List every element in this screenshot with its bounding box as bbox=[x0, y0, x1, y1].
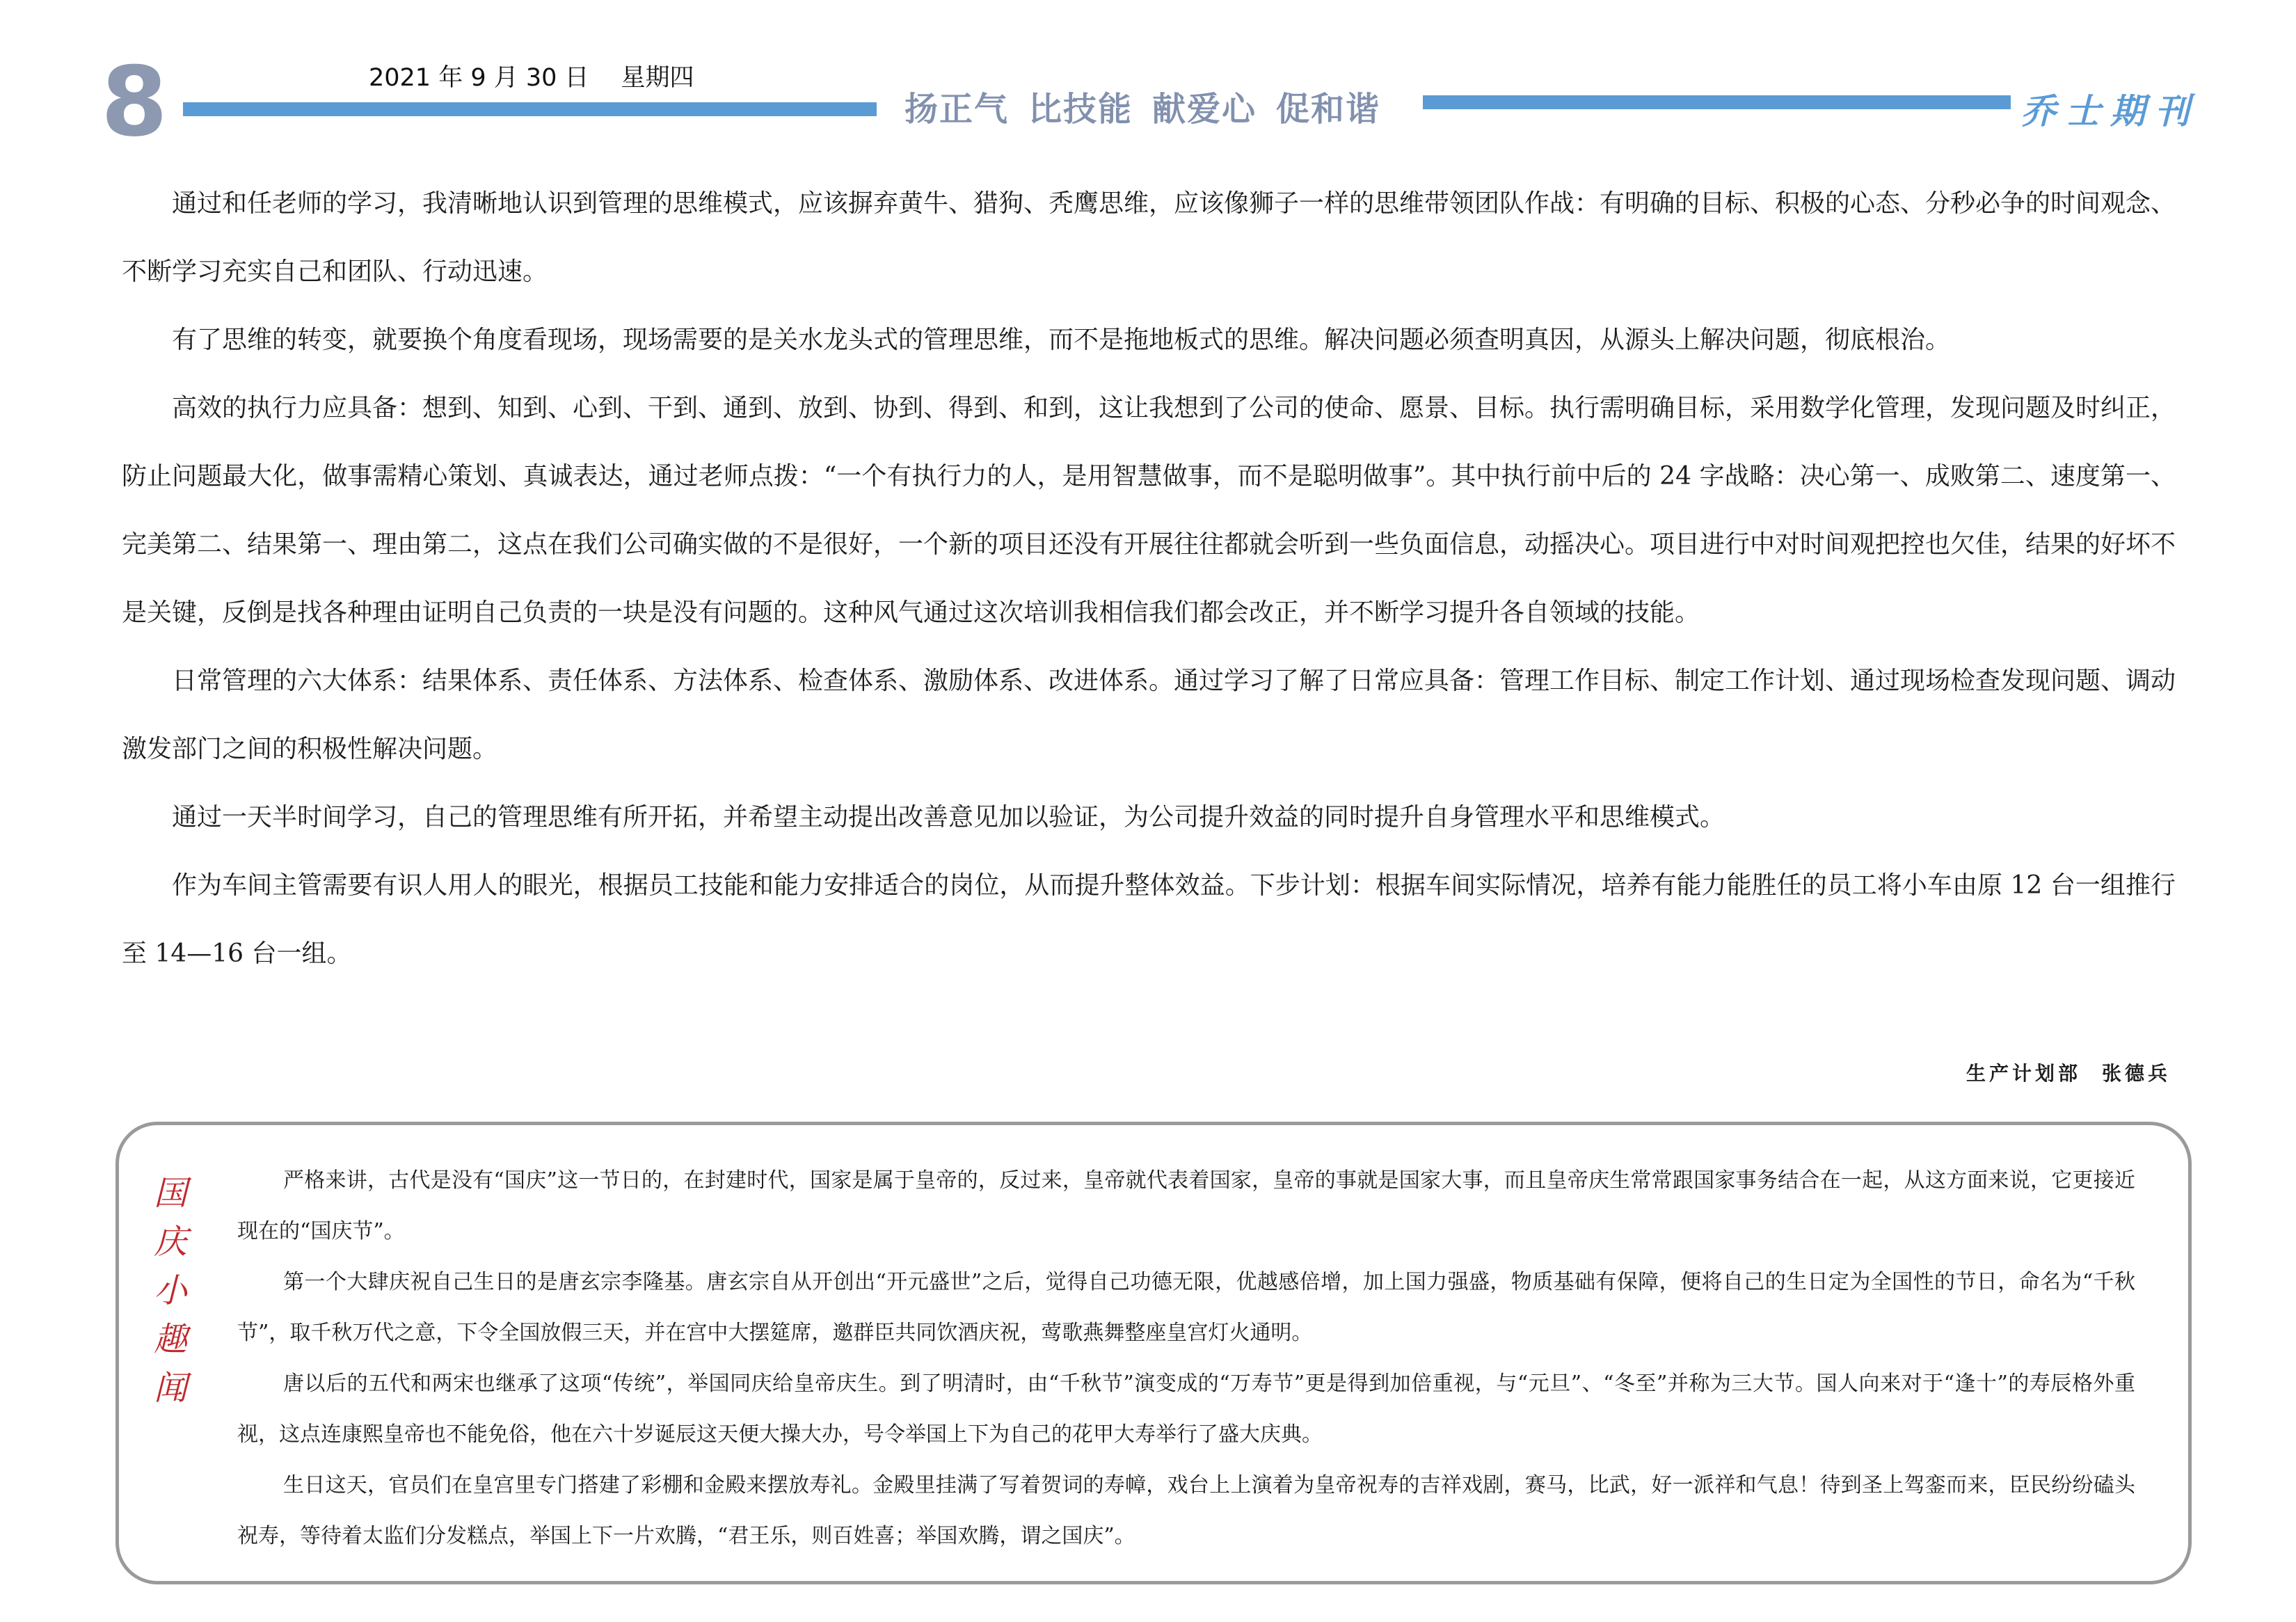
byline-department: 生产计划部 bbox=[1966, 1062, 2081, 1085]
issue-date bbox=[369, 58, 694, 93]
title-char: 闻 bbox=[153, 1369, 187, 1408]
page-number: 8 bbox=[101, 46, 168, 158]
sidebar-box-title bbox=[150, 1169, 191, 1413]
article-paragraph: 通过和任老师的学习，我清晰地认识到管理的思维模式，应该摒弃黄牛、猎狗、秃鹰思维，应该像狮子一样的思维带领团队作战：有明确的目标、积极的心态、分秒必争的时间观念、不断学习充实自己和团队、行动迅速。 bbox=[122, 189, 2176, 286]
article-body bbox=[122, 170, 2176, 988]
title-char: 庆 bbox=[153, 1223, 187, 1262]
slogan-2: 比技能 bbox=[1028, 90, 1133, 129]
date: 2021 年 9 月 30 日 bbox=[369, 64, 589, 92]
header-rule-right bbox=[1423, 95, 2011, 109]
title-char: 趣 bbox=[153, 1320, 187, 1359]
article-paragraph: 有了思维的转变，就要换个角度看现场，现场需要的是关水龙头式的管理思维，而不是拖地板式的思维。解决问题必须查明真因，从源头上解决问题，彻底根治。 bbox=[172, 326, 1951, 354]
header-slogan bbox=[904, 82, 1400, 130]
sidebar-paragraph: 第一个大肆庆祝自己生日的是唐玄宗李隆基。唐玄宗自从开创出“开元盛世”之后，觉得自己功德无限，优越感倍增，加上国力强盛，物质基础有保障，便将自己的生日定为全国性的节日，命名为“千秋节”，取千秋万代之意，下令全国放假三天，并在宫中大摆筵席，邀群臣共同饮酒庆祝，莺歌燕舞整座皇宫灯火通明。 bbox=[237, 1270, 2135, 1345]
header-rule-left bbox=[183, 102, 877, 116]
byline-author: 张德兵 bbox=[2101, 1062, 2171, 1085]
article-paragraph: 日常管理的六大体系：结果体系、责任体系、方法体系、检查体系、激励体系、改进体系。通过学习了解了日常应具备：管理工作目标、制定工作计划、通过现场检查发现问题、调动激发部门之间的积极性解决问题。 bbox=[122, 667, 2176, 763]
weekday: 星期四 bbox=[621, 64, 694, 92]
slogan-3: 献爱心 bbox=[1152, 90, 1257, 129]
article-paragraph: 通过一天半时间学习，自己的管理思维有所开拓，并希望主动提出改善意见加以验证，为公司提升效益的同时提升自身管理水平和思维模式。 bbox=[172, 803, 1725, 832]
slogan-1: 扬正气 bbox=[904, 90, 1010, 129]
title-char: 小 bbox=[153, 1271, 187, 1310]
masthead-title: 乔士期刊 bbox=[2021, 90, 2199, 132]
article-paragraph: 高效的执行力应具备：想到、知到、心到、干到、通到、放到、协到、得到、和到，这让我想到了公司的使命、愿景、目标。执行需明确目标，采用数学化管理，发现问题及时纠正，防止问题最大化，做事需精心策划、真诚表达，通过老师点拨：“一个有执行力的人，是用智慧做事，而不是聪明做事”。其中执行前中后的 24 字战略：决心第一、成败第二、速度第一、完美第二、结果第一、理由第二，这点在我们公司确实做的不是很好，一个新的项目还没有开展往往都就会听到一些负面信息，动摇决心。项目进行中对时间观把控也欠佳，结果的好坏不是关键，反倒是找各种理由证明自己负责的一块是没有问题的。这种风气通过这次培训我相信我们都会改正，并不断学习提升各自领域的技能。 bbox=[122, 394, 2176, 627]
sidebar-paragraph: 生日这天，官员们在皇宫里专门搭建了彩棚和金殿来摆放寿礼。金殿里挂满了写着贺词的寿幛，戏台上上演着为皇帝祝寿的吉祥戏剧，赛马，比武，好一派祥和气息！待到圣上驾銮而来，臣民纷纷磕头祝寿，等待着太监们分发糕点，举国上下一片欢腾，“君王乐，则百姓喜；举国欢腾，谓之国庆”。 bbox=[237, 1473, 2135, 1548]
sidebar-paragraph: 严格来讲，古代是没有“国庆”这一节日的，在封建时代，国家是属于皇帝的，反过来，皇帝就代表着国家，皇帝的事就是国家大事，而且皇帝庆生常常跟国家事务结合在一起，从这方面来说，它更接近现在的“国庆节”。 bbox=[237, 1168, 2135, 1243]
article-paragraph: 作为车间主管需要有识人用人的眼光，根据员工技能和能力安排适合的岗位，从而提升整体效益。下步计划：根据车间实际情况，培养有能力能胜任的员工将小车由原 12 台一组推行至 14—16 台一组。 bbox=[122, 871, 2176, 968]
article-byline bbox=[1966, 1058, 2171, 1086]
sidebar-paragraph: 唐以后的五代和两宋也继承了这项“传统”，举国同庆给皇帝庆生。到了明清时，由“千秋节”演变成的“万寿节”更是得到加倍重视，与“元旦”、“冬至”并称为三大节。国人向来对于“逢十”的寿辰格外重视，这点连康熙皇帝也不能免俗，他在六十岁诞辰这天便大操大办，号令举国上下为自己的花甲大寿举行了盛大庆典。 bbox=[237, 1371, 2135, 1447]
slogan-4: 促和谐 bbox=[1276, 90, 1381, 129]
title-char: 国 bbox=[153, 1174, 187, 1213]
sidebar-box-body bbox=[237, 1155, 2135, 1561]
